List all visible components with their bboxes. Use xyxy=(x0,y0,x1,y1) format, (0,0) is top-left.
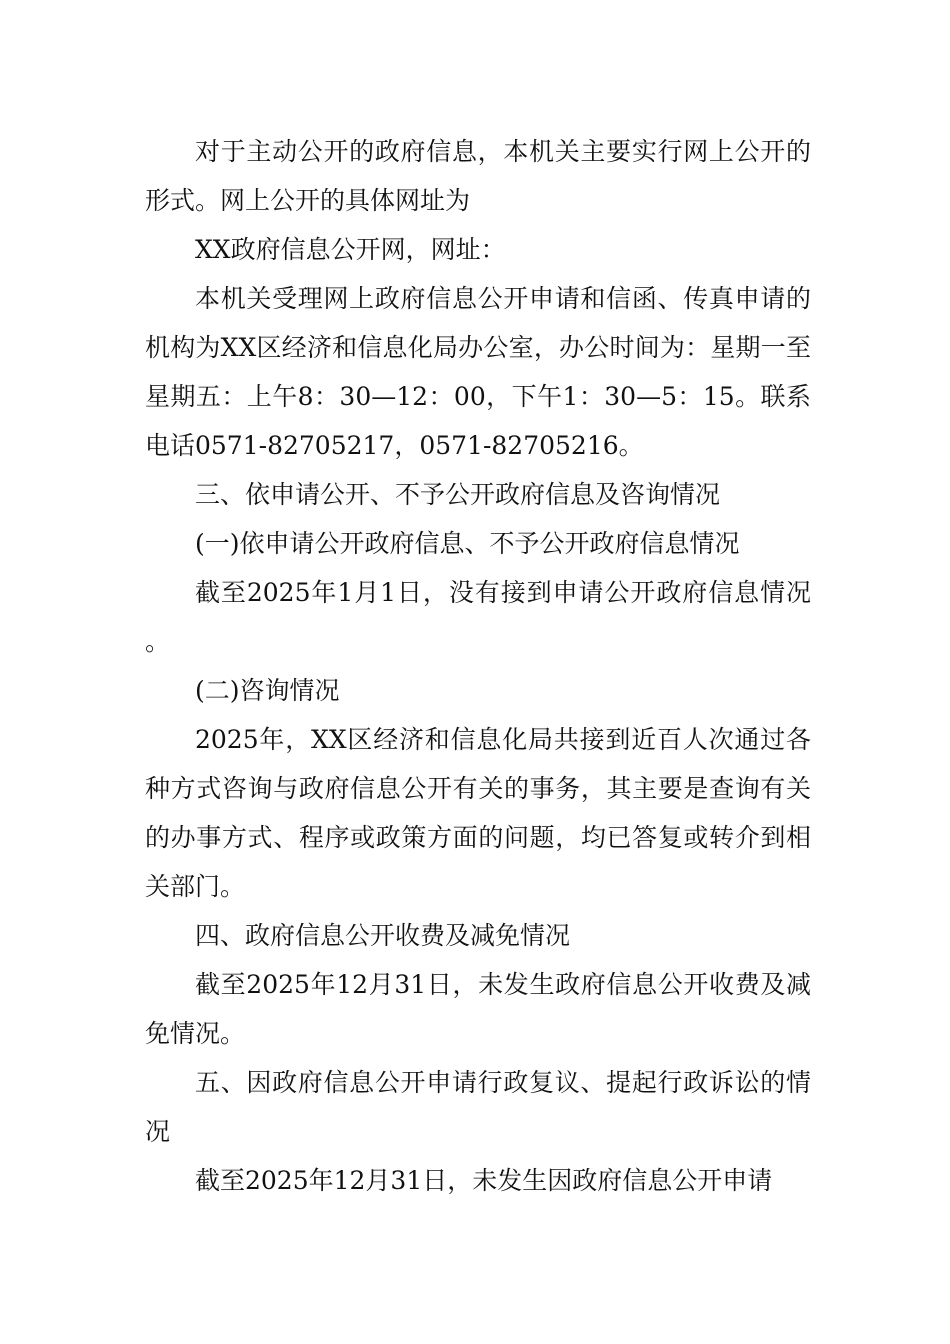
paragraph-requests: 截至2025年1月1日，没有接到申请公开政府信息情况。 xyxy=(145,578,811,656)
paragraph-review-litigation: 截至2025年12月31日，未发生因政府信息公开申请 xyxy=(195,1166,773,1195)
paragraph-office-hours: 本机关受理网上政府信息公开申请和信函、传真申请的机构为XX区经济和信息化局办公室，办公时间为：星期一至星期五：上午8：30—12：00，下午1：30—5：15。联系电话0571-82705217，0571-82705216。 xyxy=(145,284,811,460)
paragraph-online-disclosure: 对于主动公开的政府信息，本机关主要实行网上公开的形式。网上公开的具体网址为 xyxy=(145,137,811,215)
subsection-heading-3-2: (二)咨询情况 xyxy=(195,676,340,705)
section-heading-3: 三、依申请公开、不予公开政府信息及咨询情况 xyxy=(195,480,721,509)
section-heading-4: 四、政府信息公开收费及减免情况 xyxy=(195,921,571,950)
subsection-heading-3-1: (一)依申请公开政府信息、不予公开政府信息情况 xyxy=(195,529,740,558)
section-heading-5: 五、因政府信息公开申请行政复议、提起行政诉讼的情况 xyxy=(145,1068,811,1146)
paragraph-website: XX政府信息公开网，网址： xyxy=(195,235,506,264)
paragraph-consultations: 2025年，XX区经济和信息化局共接到近百人次通过各种方式咨询与政府信息公开有关的事务，其主要是查询有关的办事方式、程序或政策方面的问题，均已答复或转介到相关部门。 xyxy=(145,725,811,901)
document-body xyxy=(145,127,811,1205)
paragraph-fees: 截至2025年12月31日，未发生政府信息公开收费及减免情况。 xyxy=(145,970,811,1048)
